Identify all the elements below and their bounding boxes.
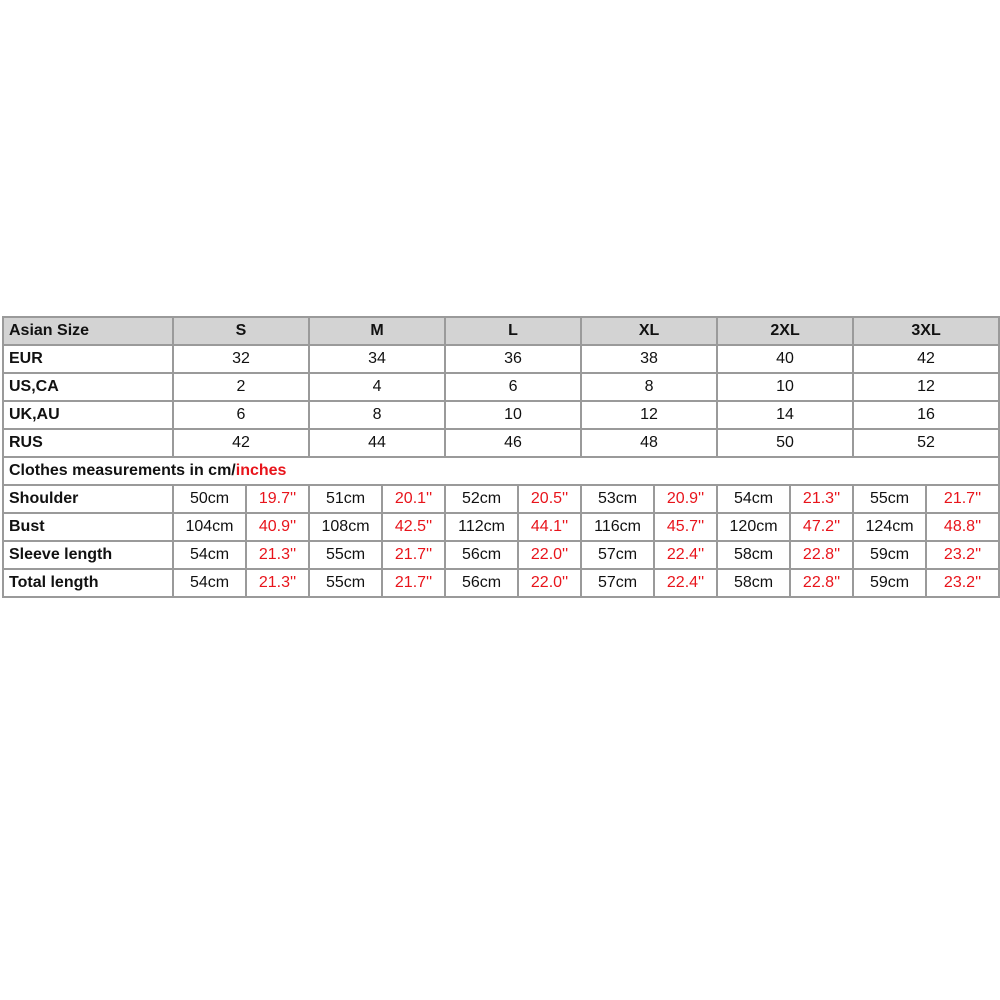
inch-value: 21.7'' [382, 569, 445, 597]
size-value: 38 [581, 345, 717, 373]
size-value: 36 [445, 345, 581, 373]
size-header: 2XL [717, 317, 853, 345]
measurement-label: Total length [3, 569, 173, 597]
inch-value: 48.8'' [926, 513, 999, 541]
inch-value: 21.3'' [790, 485, 853, 513]
size-header: S [173, 317, 309, 345]
cm-value: 55cm [309, 541, 382, 569]
inch-value: 19.7'' [246, 485, 309, 513]
inch-value: 21.3'' [246, 541, 309, 569]
row-label: UK,AU [3, 401, 173, 429]
size-value: 52 [853, 429, 999, 457]
measurement-row [3, 513, 999, 541]
size-value: 50 [717, 429, 853, 457]
conversion-row [3, 429, 999, 457]
inch-value: 23.2'' [926, 569, 999, 597]
cm-value: 53cm [581, 485, 654, 513]
cm-value: 57cm [581, 541, 654, 569]
cm-value: 116cm [581, 513, 654, 541]
section-title [3, 457, 999, 485]
size-value: 4 [309, 373, 445, 401]
inch-value: 40.9'' [246, 513, 309, 541]
size-value: 12 [853, 373, 999, 401]
inch-value: 20.5'' [518, 485, 581, 513]
cm-value: 52cm [445, 485, 518, 513]
size-value: 40 [717, 345, 853, 373]
size-value: 42 [173, 429, 309, 457]
measurement-label: Bust [3, 513, 173, 541]
inch-value: 22.8'' [790, 569, 853, 597]
inch-value: 20.1'' [382, 485, 445, 513]
size-value: 10 [717, 373, 853, 401]
conversion-row [3, 345, 999, 373]
inch-value: 47.2'' [790, 513, 853, 541]
measurement-label: Sleeve length [3, 541, 173, 569]
size-value: 34 [309, 345, 445, 373]
size-value: 48 [581, 429, 717, 457]
size-header: XL [581, 317, 717, 345]
cm-value: 58cm [717, 541, 790, 569]
conversion-row [3, 373, 999, 401]
cm-value: 55cm [309, 569, 382, 597]
cm-value: 59cm [853, 541, 926, 569]
size-value: 6 [173, 401, 309, 429]
inch-value: 20.9'' [654, 485, 717, 513]
inch-value: 22.8'' [790, 541, 853, 569]
inch-value: 21.7'' [926, 485, 999, 513]
cm-value: 56cm [445, 541, 518, 569]
size-value: 16 [853, 401, 999, 429]
inch-value: 44.1'' [518, 513, 581, 541]
cm-value: 59cm [853, 569, 926, 597]
size-value: 12 [581, 401, 717, 429]
inch-value: 22.0'' [518, 569, 581, 597]
cm-value: 124cm [853, 513, 926, 541]
inch-value: 21.3'' [246, 569, 309, 597]
measurement-row [3, 485, 999, 513]
size-value: 8 [581, 373, 717, 401]
inch-value: 42.5'' [382, 513, 445, 541]
measurement-row [3, 541, 999, 569]
size-chart-body [3, 317, 999, 597]
measurement-label: Shoulder [3, 485, 173, 513]
header-label: Asian Size [3, 317, 173, 345]
inch-value: 45.7'' [654, 513, 717, 541]
header-row [3, 317, 999, 345]
size-value: 8 [309, 401, 445, 429]
size-value: 14 [717, 401, 853, 429]
inch-value: 22.0'' [518, 541, 581, 569]
size-header: M [309, 317, 445, 345]
measurement-row [3, 569, 999, 597]
cm-value: 51cm [309, 485, 382, 513]
row-label: EUR [3, 345, 173, 373]
size-chart-table [2, 316, 1000, 598]
section-title-prefix: Clothes measurements in cm/ [9, 462, 236, 479]
size-header: L [445, 317, 581, 345]
cm-value: 54cm [717, 485, 790, 513]
inch-value: 22.4'' [654, 569, 717, 597]
cm-value: 120cm [717, 513, 790, 541]
size-value: 6 [445, 373, 581, 401]
inch-value: 21.7'' [382, 541, 445, 569]
cm-value: 108cm [309, 513, 382, 541]
cm-value: 112cm [445, 513, 518, 541]
row-label: RUS [3, 429, 173, 457]
cm-value: 50cm [173, 485, 246, 513]
size-header: 3XL [853, 317, 999, 345]
cm-value: 57cm [581, 569, 654, 597]
section-row [3, 457, 999, 485]
size-value: 32 [173, 345, 309, 373]
size-value: 46 [445, 429, 581, 457]
size-value: 44 [309, 429, 445, 457]
size-value: 10 [445, 401, 581, 429]
size-value: 2 [173, 373, 309, 401]
cm-value: 54cm [173, 541, 246, 569]
cm-value: 55cm [853, 485, 926, 513]
cm-value: 54cm [173, 569, 246, 597]
conversion-row [3, 401, 999, 429]
row-label: US,CA [3, 373, 173, 401]
inch-value: 22.4'' [654, 541, 717, 569]
inch-value: 23.2'' [926, 541, 999, 569]
section-title-highlight: inches [235, 462, 287, 479]
cm-value: 104cm [173, 513, 246, 541]
cm-value: 56cm [445, 569, 518, 597]
size-value: 42 [853, 345, 999, 373]
cm-value: 58cm [717, 569, 790, 597]
